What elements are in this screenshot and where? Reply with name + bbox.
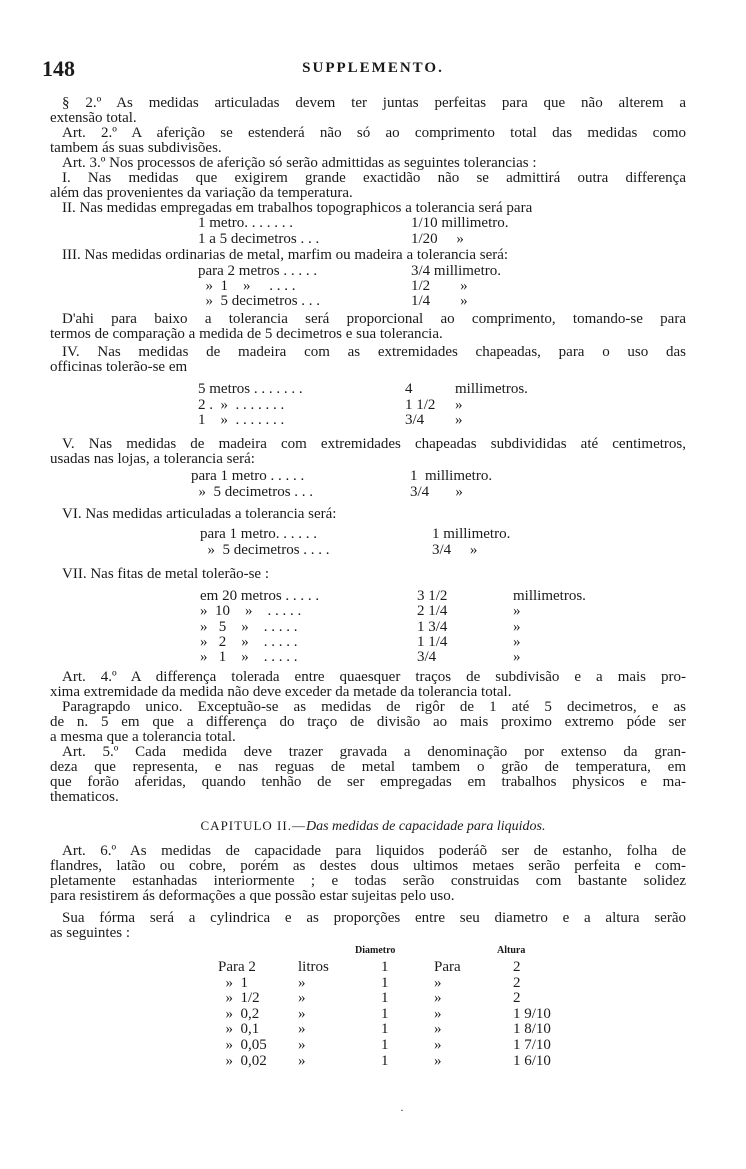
paragraph-line: além das provenientes da variação da temperatura. <box>50 185 353 201</box>
table-cell: » 1 » . . . . . <box>200 649 298 666</box>
table-cell: 1 3/4 <box>417 618 448 635</box>
table-cell: 1/10 millimetro. <box>411 215 509 231</box>
paragraph-line: Art. 3.º Nos processos de aferição só serão admittidas as seguintes tolerancias : <box>62 155 537 171</box>
table-cell: 1 6/10 <box>513 1052 551 1069</box>
table-header: Diametro <box>355 945 396 956</box>
chapter-heading <box>0 818 746 835</box>
paragraph-line: II. Nas medidas empregadas em trabalhos topographicos a tolerancia será para <box>62 200 533 216</box>
paragraph-line: V. Nas medidas de madeira com extremidades chapeadas subdivididas até centimetros, <box>62 437 686 452</box>
page-number: 148 <box>42 56 75 81</box>
paragraph-line: Art. 4.º A differença tolerada entre quaesquer traços de subdivisão e a mais pro- <box>62 670 686 685</box>
paragraph-line: VI. Nas medidas articuladas a tolerancia será: <box>62 506 337 522</box>
table-cell: 1 millimetro. <box>432 526 511 542</box>
table-cell: 5 metros . . . . . . . <box>198 381 303 397</box>
table-cell: em 20 metros . . . . . <box>200 588 320 604</box>
table-cell: 4 <box>405 381 413 397</box>
table-cell: » 0,1 <box>218 1021 260 1038</box>
paragraph-line: Art. 5.º Cada medida deve trazer gravada a denominação por extenso da gran- <box>62 745 686 760</box>
table-cell: para 2 metros . . . . . <box>198 263 318 279</box>
table-cell: 1 a 5 decimetros . . . <box>198 231 320 247</box>
paragraph-line: tambem ás suas subdivisões. <box>50 140 222 156</box>
table-cell: » 1 <box>218 974 248 991</box>
table-cell: 3/4 millimetro. <box>411 263 501 279</box>
table-cell: » <box>298 974 306 991</box>
table-cell: » <box>298 1052 306 1069</box>
table-cell: 2 . » . . . . . . . <box>198 396 285 413</box>
table-cell: 2 <box>513 974 521 991</box>
table-cell: litros <box>298 959 329 975</box>
table-cell: » <box>513 649 521 666</box>
table-cell: 3 1/2 <box>417 588 448 604</box>
table-cell: » <box>298 1021 306 1038</box>
paragraph-line: termos de comparação a medida de 5 decimetros e sua tolerancia. <box>50 326 443 342</box>
table-cell: 1 metro. . . . . . . <box>198 215 293 231</box>
paragraph-line: Art. 2.º A aferição se estenderá não só ao comprimento total das medidas como <box>62 126 686 141</box>
table-cell: 1 1/2 <box>405 396 436 413</box>
table-cell: » <box>434 1052 442 1069</box>
table-cell: » <box>434 974 442 991</box>
table-cell: » 0,02 <box>218 1052 267 1069</box>
table-cell: 1 <box>381 1052 389 1069</box>
paragraph-line: thematicos. <box>50 789 119 805</box>
paragraph-line: Sua fórma será a cylindrica e as proporções entre seu diametro e a altura serão <box>62 911 686 926</box>
table-cell: 1 8/10 <box>513 1021 551 1038</box>
table-cell: para 1 metro. . . . . . <box>200 526 318 542</box>
table-cell: » <box>298 1037 306 1053</box>
table-cell: » 5 decimetros . . . <box>198 293 321 309</box>
paragraph-line: xima extremidade da medida não deve exceder da metade da tolerancia total. <box>50 684 512 700</box>
table-cell: » 1 » . . . . <box>198 278 296 294</box>
paragraph-line: Paragrapdo unico. Exceptuão-se as medidas de rigôr de 1 até 5 decimetros, e as <box>62 700 686 715</box>
paragraph-line: para resistirem ás deformações a que possão estar sujeitas pelo uso. <box>50 888 455 904</box>
table-cell: 1 <box>381 959 389 975</box>
table-cell: 1 <box>381 1037 389 1053</box>
paragraph-line: de n. 5 em que a differença do traço de divisão ao mais proximo extremo póde ser <box>50 715 686 730</box>
paragraph-line: usadas nas lojas, a tolerancia será: <box>50 451 255 467</box>
paragraph-line: extensão total. <box>50 110 137 126</box>
paragraph-line: pletamente estanhadas interiormente ; e todas serão construidas com bastante solidez <box>50 874 686 889</box>
table-cell: 1 <box>381 974 389 991</box>
table-cell: 1 <box>381 990 389 1007</box>
table-cell: Para <box>434 959 461 975</box>
table-cell: 1/4 » <box>411 293 468 309</box>
table-cell: » <box>298 990 306 1007</box>
table-cell: Para 2 <box>218 959 256 975</box>
table-cell: 3/4 <box>405 412 425 428</box>
table-cell: » <box>513 633 521 650</box>
table-cell: 3/4 » <box>410 483 463 500</box>
footer-mark: · <box>400 1103 404 1117</box>
chapter-label: CAPITULO II.— <box>200 818 306 833</box>
table-cell: 1 <box>381 1005 389 1022</box>
table-cell: » <box>455 412 463 428</box>
table-cell: 2 <box>513 990 521 1007</box>
table-cell: » <box>434 1037 442 1053</box>
table-cell: » 1/2 <box>218 990 260 1007</box>
table-cell: » <box>434 1021 442 1038</box>
paragraph-line: I. Nas medidas que exigirem grande exactidão não se admittirá outra differença <box>62 171 686 186</box>
table-cell: » <box>298 1005 306 1022</box>
table-cell: 1 7/10 <box>513 1037 551 1053</box>
paragraph-line: as seguintes : <box>50 925 130 941</box>
table-header: Altura <box>497 945 526 956</box>
table-cell: » <box>455 396 463 413</box>
paragraph-line: que forão aferidas, quando tenhão de ser empregadas em trabalhos physicos e ma- <box>50 775 686 790</box>
table-cell: » 2 » . . . . . <box>200 633 298 650</box>
running-title: SUPPLEMENTO. <box>302 60 444 76</box>
paragraph-line: officinas tolerão-se em <box>50 359 188 375</box>
table-cell: 1 9/10 <box>513 1005 551 1022</box>
table-cell: millimetros. <box>455 381 528 397</box>
paragraph-line: VII. Nas fitas de metal tolerão-se : <box>62 566 270 582</box>
table-cell: millimetros. <box>513 588 586 604</box>
paragraph-line: Art. 6.º As medidas de capacidade para liquidos poderáõ ser de estanho, folha de <box>62 844 686 859</box>
table-cell: » 0,2 <box>218 1005 260 1022</box>
table-cell: 3/4 <box>417 649 437 666</box>
table-cell: » 10 » . . . . . <box>200 603 302 620</box>
table-cell: 1/2 » <box>411 278 468 294</box>
table-cell: » <box>434 1005 442 1022</box>
paragraph-line: IV. Nas medidas de madeira com as extremidades chapeadas, para o uso das <box>62 345 686 360</box>
table-cell: 1 » . . . . . . . <box>198 412 285 428</box>
table-cell: 1 millimetro. <box>410 468 493 484</box>
table-cell: 1/20 » <box>411 231 464 247</box>
table-cell: 2 1/4 <box>417 603 448 620</box>
table-cell: » <box>434 990 442 1007</box>
table-cell: 2 <box>513 959 521 975</box>
table-cell: » <box>513 603 521 620</box>
paragraph-line: a mesma que a tolerancia total. <box>50 729 236 745</box>
table-cell: » 0,05 <box>218 1037 267 1053</box>
table-cell: » 5 decimetros . . . <box>191 483 314 500</box>
table-cell: para 1 metro . . . . . <box>191 468 305 484</box>
table-cell: 1 1/4 <box>417 633 448 650</box>
table-cell: » 5 decimetros . . . . <box>200 541 330 558</box>
table-cell: » 5 » . . . . . <box>200 618 298 635</box>
table-cell: 3/4 » <box>432 541 478 558</box>
chapter-title: Das medidas de capacidade para liquidos. <box>305 819 546 834</box>
paragraph-line: III. Nas medidas ordinarias de metal, marfim ou madeira a tolerancia será: <box>62 247 509 263</box>
paragraph-line: § 2.º As medidas articuladas devem ter juntas perfeitas para que não alterem a <box>62 96 686 111</box>
table-cell: 1 <box>381 1021 389 1038</box>
table-cell: » <box>513 618 521 635</box>
paragraph-line: deza que representa, e nas reguas de metal tambem o grão de temperatura, em <box>50 760 686 775</box>
paragraph-line: D'ahi para baixo a tolerancia será proporcional ao comprimento, tomando-se para <box>62 312 686 327</box>
paragraph-line: flandres, latão ou cobre, porém as destes dous ultimos metaes serão perfeita e com- <box>50 859 686 874</box>
